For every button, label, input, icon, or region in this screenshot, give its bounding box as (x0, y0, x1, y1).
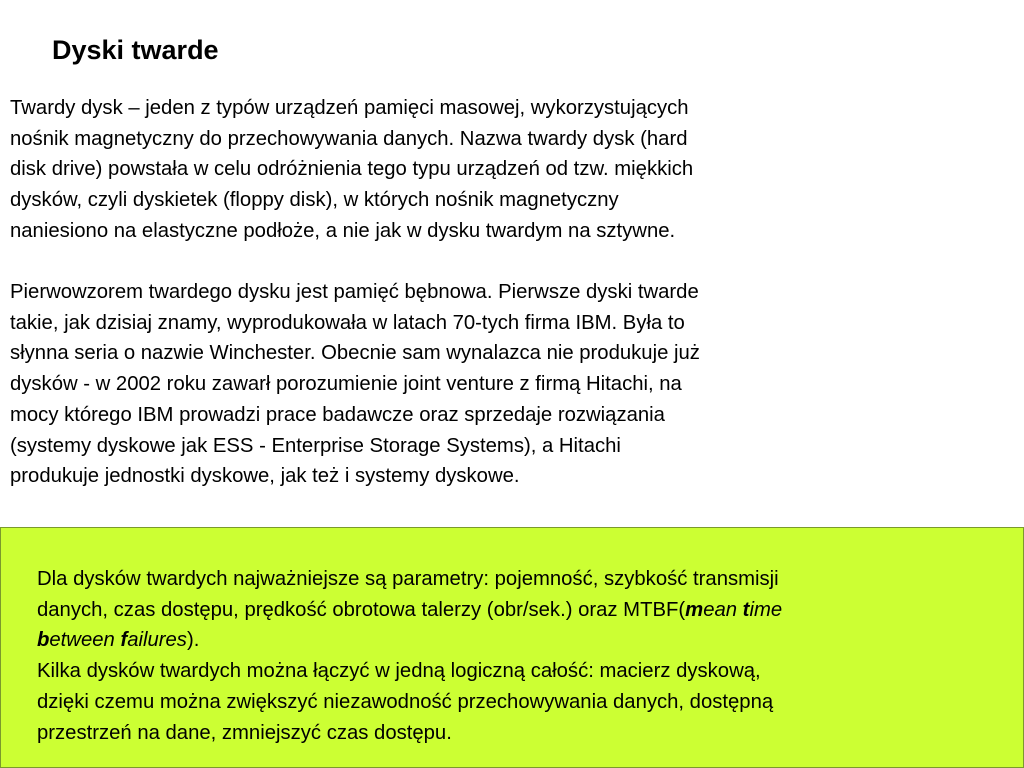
paragraph-line: dysków, czyli dyskietek (floppy disk), w których nośnik magnetyczny (10, 189, 619, 212)
paragraph-line: disk drive) powstała w celu odróżnienia tego typu urządzeń od tzw. miękkich (10, 158, 694, 181)
mtbf-word-rest: ean (703, 598, 743, 621)
paragraph-line: Twardy dysk – jeden z typów urządzeń pamięci masowej, wykorzystujących (10, 97, 689, 119)
paragraph-line: naniesiono na elastyczne podłoże, a nie jak w dysku twardym na sztywne. (10, 219, 676, 242)
paragraph-hard-disk-definition (10, 93, 910, 247)
paragraph-line: produkuje jednostki dyskowe, jak też i systemy dyskowe. (10, 465, 520, 488)
paragraph-line: mocy którego IBM prowadzi prace badawcze oraz sprzedaje rozwiązania (10, 403, 665, 426)
paragraph-line: takie, jak dzisiaj znamy, wyprodukowała w latach 70-tych firma IBM. Była to (10, 311, 685, 334)
mtbf-word-rest: etween (49, 629, 121, 652)
paragraph-hard-disk-history (10, 277, 910, 492)
slide-title: Dyski twarde (52, 35, 219, 65)
mtbf-word-rest: ailures (127, 629, 187, 652)
box-line: Dla dysków twardych najważniejsze są parametry: pojemność, szybkość transmisji (37, 568, 779, 590)
paragraph-line: (systemy dyskowe jak ESS - Enterprise Storage Systems), a Hitachi (10, 434, 621, 457)
box-line-mtbf (37, 595, 782, 626)
box-line: dzięki czemu można zwiększyć niezawodność przechowywania danych, dostępną (37, 690, 774, 713)
box-line-text: danych, czas dostępu, prędkość obrotowa talerzy (obr/sek.) oraz MTBF( (37, 598, 686, 621)
box-line: Kilka dysków twardych można łączyć w jedną logiczną całość: macierz dyskową, (37, 660, 761, 683)
paragraph-line: nośnik magnetyczny do przechowywania danych. Nazwa twardy dysk (hard (10, 127, 688, 150)
paragraph-line: Pierwowzorem twardego dysku jest pamięć bębnowa. Pierwsze dyski twarde (10, 281, 699, 303)
box-line: przestrzeń na dane, zmniejszyć czas dostępu. (37, 721, 452, 744)
mtbf-letter-b: b (37, 629, 50, 652)
mtbf-word-rest: ime (749, 598, 783, 621)
box-line-mtbf-cont (37, 625, 782, 656)
paragraph-line: dysków - w 2002 roku zawarł porozumienie joint venture z firmą Hitachi, na (10, 373, 682, 396)
mtbf-letter-f: f (120, 629, 128, 652)
box-line-text: ). (186, 629, 200, 652)
parameters-box-text (37, 564, 782, 748)
mtbf-letter-t: t (742, 598, 750, 621)
paragraph-line: słynna seria o nazwie Winchester. Obecnie sam wynalazca nie produkuje już (10, 342, 700, 365)
mtbf-letter-m: m (685, 598, 704, 621)
